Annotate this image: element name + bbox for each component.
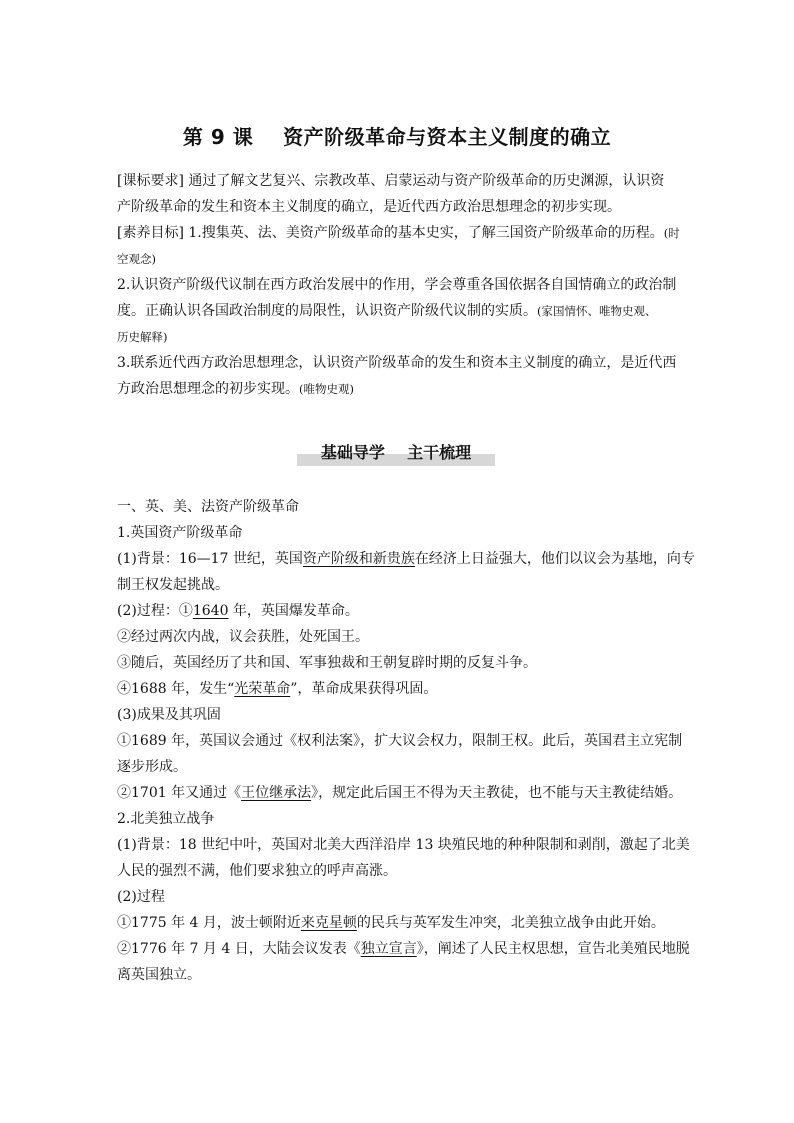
us-background-line-1: (1)背景：18 世纪中叶，英国对北美大西洋沿岸 13 块殖民地的种种限制和剥削，激起了北美 — [117, 837, 690, 853]
subheading-us: 2.北美独立战争 — [117, 811, 215, 827]
section-heading: 一、英、美、法资产阶级革命 — [117, 499, 299, 515]
lesson-title: 第 9 课 资产阶级革命与资本主义制度的确立 — [182, 125, 612, 149]
uk-background-line-2: 制王权发起挑战。 — [117, 577, 229, 593]
us-process-2-line-1: ②1776 年 7 月 4 日，大陆会议发表《独立宣言》，阐述了人民主权思想，宣告北美殖民地脱 — [117, 941, 690, 957]
goal-2-tag: 历史解释) — [117, 330, 168, 344]
subheading-uk: 1.英国资产阶级革命 — [117, 525, 243, 541]
section-banner — [297, 440, 495, 466]
requirement-label: [课标要求] — [117, 173, 184, 189]
requirement-line-2: 产阶级革命的发生和资本主义制度的确立，是近代西方政治思想理念的初步实现。 — [117, 199, 621, 215]
uk-process-4: ④1688 年，发生“光荣革命”，革命成果获得巩固。 — [117, 681, 438, 697]
uk-process-2: ②经过两次内战，议会获胜，处死国王。 — [117, 629, 369, 645]
uk-process-1: (2)过程：①1640 年，英国爆发革命。 — [117, 603, 359, 619]
goal-label: [素养目标] — [117, 225, 184, 241]
intro-section — [117, 168, 681, 402]
goal-3-line-1: 3.联系近代西方政治思想理念，认识资产阶级革命的发生和资本主义制度的确立，是近代西 — [117, 355, 677, 371]
goal-2-line-2: 度。正确认识各国政治制度的局限性，认识资产阶级代议制的实质。(家国情怀、唯物史观、 — [117, 303, 657, 319]
us-process-2-line-2: 离英国独立。 — [117, 967, 201, 983]
uk-result-1-line-2: 逐步形成。 — [117, 759, 187, 775]
goal-line-1: [素养目标] 1.搜集英、法、美资产阶级革命的基本史实，了解三国资产阶级革命的历程。(时 — [117, 225, 680, 241]
us-background-line-2: 人民的强烈不满，他们要求独立的呼声高涨。 — [117, 863, 397, 879]
uk-result-2: ②1701 年又通过《王位继承法》，规定此后国王不得为天主教徒，也不能与天主教徒结婚。 — [117, 785, 683, 801]
requirement-line-1: [课标要求] 通过了解文艺复兴、宗教改革、启蒙运动与资产阶级革命的历史渊源，认识资 — [117, 173, 665, 189]
goal-1-tag: 空观念) — [117, 252, 156, 266]
uk-results-heading: (3)成果及其巩固 — [117, 707, 221, 723]
content-section — [117, 494, 695, 988]
us-process-1: ①1775 年 4 月，波士顿附近来克星顿的民兵与英军发生冲突，北美独立战争由此开始。 — [117, 915, 665, 931]
banner-text: 基础导学 主干梳理 — [320, 443, 472, 462]
goal-2-line-1: 2.认识资产阶级代议制在西方政治发展中的作用，学会尊重各国依据各自国情确立的政治制 — [117, 277, 677, 293]
uk-background-line-1: (1)背景：16—17 世纪，英国资产阶级和新贵族在经济上日益强大，他们以议会为基地，向专 — [117, 551, 695, 567]
goal-3-line-2: 方政治思想理念的初步实现。(唯物史观) — [117, 381, 354, 397]
us-process-heading: (2)过程 — [117, 889, 165, 905]
uk-result-1-line-1: ①1689 年，英国议会通过《权利法案》，扩大议会权力，限制王权。此后，英国君主立宪制 — [117, 733, 683, 749]
uk-process-3: ③随后，英国经历了共和国、军事独裁和王朝复辟时期的反复斗争。 — [117, 655, 537, 671]
